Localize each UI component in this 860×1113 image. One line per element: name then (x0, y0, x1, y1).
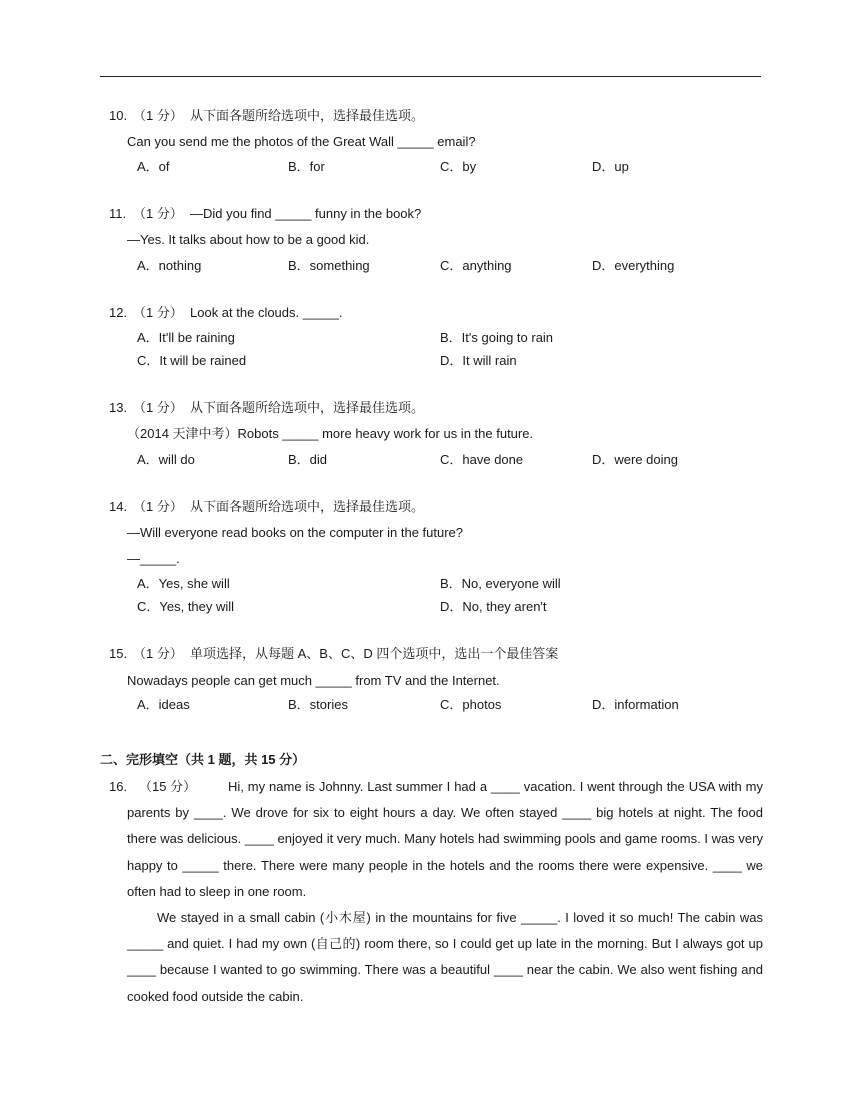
question-12-number: 12. (109, 305, 128, 320)
question-13-option-b: B．did (288, 452, 328, 467)
passage-paragraph-1: Hi, my name is Johnny. Last summer I had a ____ vacation. I went through the USA with my parents by ____. We drove for six to eight hours a day. We often stayed ____ big hotels at night. The food there was delicious. ____ enjoyed it very much. Many hotels had swimming pools and game rooms. I was very happy to _____ there. There were many people in the hotels and the rooms there were expensive. ____ we often had to sleep in one room. (127, 779, 763, 899)
question-14-line-1: —Will everyone read books on the computer in the future? (127, 525, 464, 540)
cloze-passage (127, 774, 763, 1010)
question-10-option-d: D．up (592, 159, 629, 174)
question-12-option-a: A．It'll be raining (137, 330, 235, 345)
question-15-line: Nowadays people can get much _____ from TV and the Internet. (127, 673, 500, 688)
passage-paragraph-2: We stayed in a small cabin (小木屋) in the mountains for five _____. I loved it so much! The cabin was _____ and quiet. I had my own (自己的) room there, so I could get up late in the morning. But I always got up ____ because I wanted to go swimming. There was a beautiful ____ near the cabin. We also went fishing and cooked food outside the cabin. (127, 910, 763, 1004)
header-rule (100, 76, 761, 77)
question-10-option-b: B．for (288, 159, 325, 174)
question-10-stem: 从下面各题所给选项中，选择最佳选项。 (190, 108, 425, 123)
question-11-line: —Yes. It talks about how to be a good kid. (127, 232, 370, 247)
question-14-option-c: C．Yes, they will (137, 599, 235, 614)
question-10-option-a: A．of (137, 159, 170, 174)
question-14-option-b: B．No, everyone will (440, 576, 561, 591)
question-15-option-a: A．ideas (137, 697, 190, 712)
question-14-option-a: A．Yes, she will (137, 576, 230, 591)
question-15-stem: 单项选择，从每题 A、B、C、D 四个选项中，选出一个最佳答案 (190, 646, 559, 661)
question-10-option-c: C．by (440, 159, 477, 174)
question-12-stem: Look at the clouds. _____. (190, 305, 343, 320)
question-12-option-c: C．It will be rained (137, 353, 247, 368)
question-16-number: 16. (109, 779, 128, 794)
section-heading: 二、完形填空（共 1 题，共 15 分） (100, 752, 306, 767)
question-16-points: （15 分） (139, 779, 197, 794)
question-10-number: 10. (109, 108, 128, 123)
question-14-number: 14. (109, 499, 128, 514)
question-12-points: （1 分） (133, 305, 183, 320)
question-13-number: 13. (109, 400, 128, 415)
question-14-stem: 从下面各题所给选项中，选择最佳选项。 (190, 499, 425, 514)
question-11-number: 11. (109, 206, 127, 221)
question-11-stem: —Did you find _____ funny in the book? (190, 206, 422, 221)
question-11-option-d: D．everything (592, 258, 675, 273)
question-11-option-b: B．something (288, 258, 370, 273)
question-13-option-d: D．were doing (592, 452, 678, 467)
question-15-points: （1 分） (133, 646, 183, 661)
question-13-line: （2014 天津中考）Robots _____ more heavy work for us in the future. (127, 426, 534, 441)
question-12-option-d: D．It will rain (440, 353, 517, 368)
question-14-points: （1 分） (133, 499, 183, 514)
question-13-stem: 从下面各题所给选项中，选择最佳选项。 (190, 400, 425, 415)
question-14-line-2: —_____. (127, 551, 180, 566)
question-11-option-c: C．anything (440, 258, 512, 273)
question-11-points: （1 分） (133, 206, 183, 221)
question-15-option-c: C．photos (440, 697, 502, 712)
question-11-option-a: A．nothing (137, 258, 202, 273)
question-13-option-c: C．have done (440, 452, 524, 467)
question-10-line: Can you send me the photos of the Great Wall _____ email? (127, 134, 476, 149)
question-10-points: （1 分） (133, 108, 183, 123)
question-13-points: （1 分） (133, 400, 183, 415)
question-15-number: 15. (109, 646, 128, 661)
question-13-option-a: A．will do (137, 452, 195, 467)
question-15-option-d: D．information (592, 697, 679, 712)
question-12-option-b: B．It's going to rain (440, 330, 554, 345)
question-15-option-b: B．stories (288, 697, 348, 712)
question-14-option-d: D．No, they aren't (440, 599, 547, 614)
